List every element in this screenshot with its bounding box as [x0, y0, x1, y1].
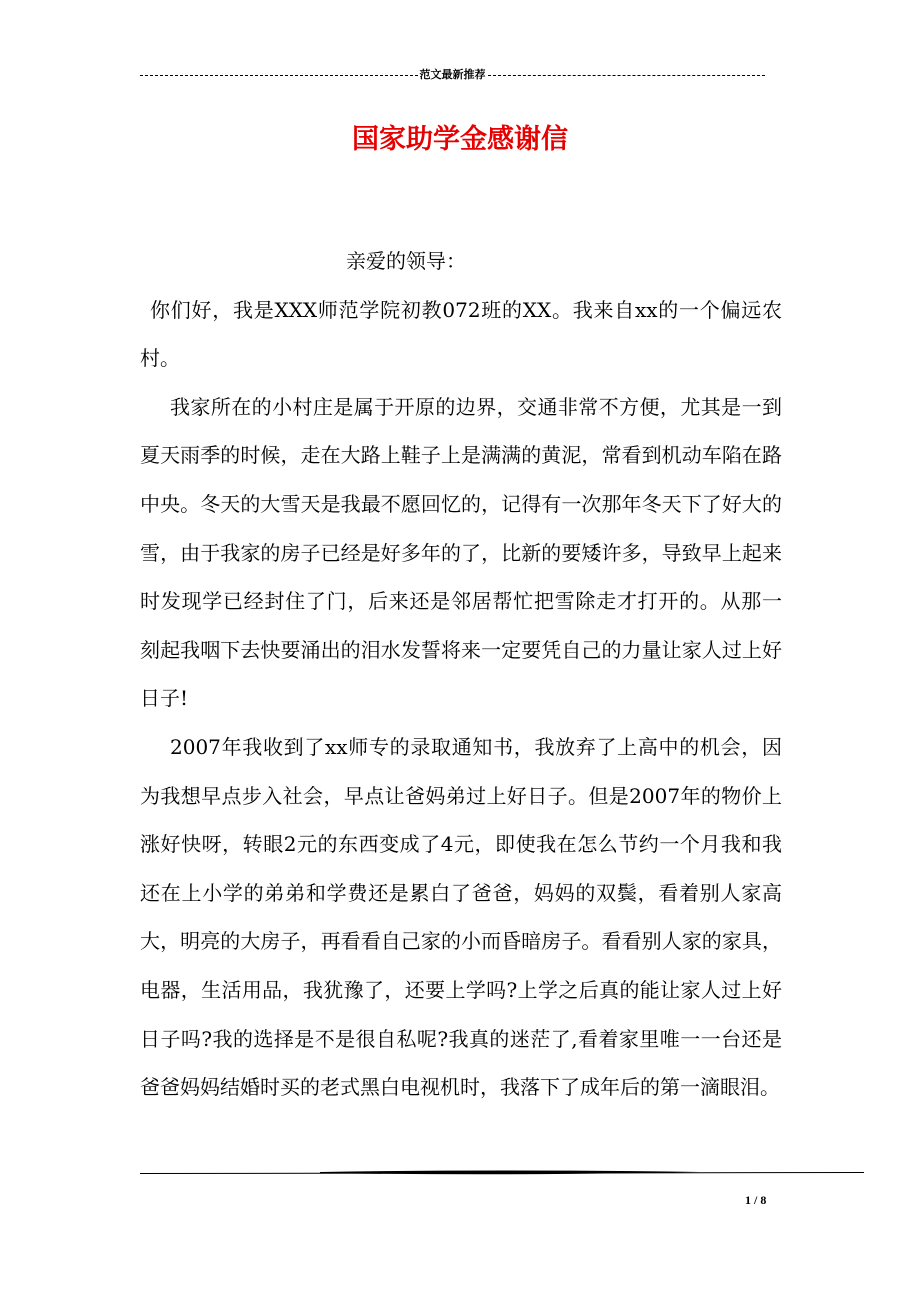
paragraph-greeting: 你们好，我是XXX师范学院初教072班的XX。我来自xx的一个偏远农村。	[140, 297, 782, 371]
footer-rule	[140, 1167, 864, 1177]
document-title: 国家助学金感谢信	[352, 124, 568, 155]
header-dashes-right	[488, 75, 766, 76]
paragraph-hometown: 我家所在的小村庄是属于开原的边界，交通非常不方便，尤其是一到夏天雨季的时候，走在大路上鞋子上是满满的黄泥，常看到机动车陷在路中央。冬天的大雪天是我最不愿回忆的，记得有一次那年冬天下了好大的雪，由于我家的房子已经是好多年的了，比新的要矮许多，导致早上起来时发现学已经封住了门，后来还是邻居帮忙把雪除走才打开的。从那一 刻起我咽下去快要涌出的泪水发誓将来一定要凭自己的力量让家人过上好日子!	[140, 394, 782, 711]
header-dashes-left	[140, 75, 418, 76]
salutation: 亲爱的领导：	[346, 249, 466, 273]
page-header	[140, 68, 765, 82]
document-body	[140, 237, 782, 1112]
paragraph-college: 2007年我收到了xx师专的录取通知书，我放弃了上高中的机会，因为我想早点步入社会，早点让爸妈弟过上好日子。但是2007年的物价上涨好快呀，转眼2元的东西变成了4元，即使我在怎么节约一个月我和我还在上小学的弟弟和学费还是累白了爸爸，妈妈的双鬓，看着别人家高大，明亮的大房子，再看看自己家的小而昏暗房子。看看别人家的家具，电器，生活用品，我犹豫了，还要上学吗?上学之后真的能让家人过上好日子吗?我的选择是不是很自私呢?我真的迷茫了,看着家里唯一一台还是爸爸妈妈结婚时买的老式黑白电视机时，我落下了成年后的第一滴眼泪。	[140, 734, 782, 1100]
header-label: 范文最新推荐	[419, 69, 486, 81]
page-number: 1 / 8	[745, 1193, 767, 1207]
